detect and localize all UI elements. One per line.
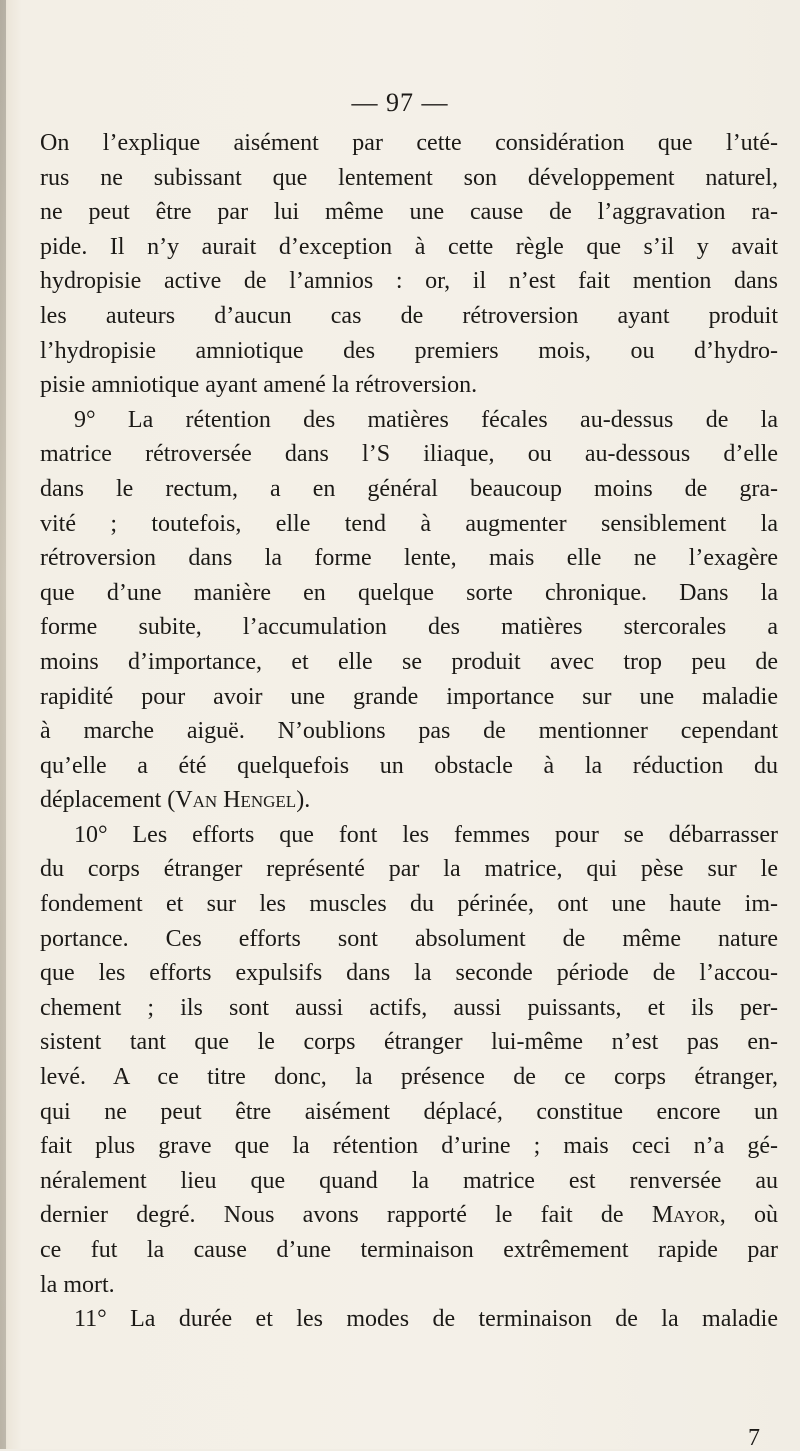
text-line: fondement et sur les muscles du périnée, ont une haute im-	[40, 891, 778, 918]
text-line: hydropisie active de l’amnios : or, il n’est fait mention dans	[40, 268, 778, 295]
text-line: que d’une manière en quelque sorte chronique. Dans la	[40, 579, 778, 606]
text-fragment: , où	[719, 1202, 779, 1229]
page-number-header: — 97 —	[351, 88, 449, 117]
text-line: matrice rétroversée dans l’S iliaque, ou au-dessous d’elle	[40, 441, 778, 468]
text-line: rus ne subissant que lentement son développement naturel,	[40, 164, 778, 191]
text-line: ne peut être par lui même une cause de l’aggravation ra-	[40, 199, 778, 226]
page-binding-edge	[0, 0, 6, 1449]
paragraph-9-start: 9° La rétention des matières fécales au-dessus de la	[74, 406, 778, 433]
author-name-van-hengel: Van Hengel	[175, 787, 297, 814]
text-line: fait plus grave que la rétention d’urine ; mais ceci n’a gé-	[40, 1133, 778, 1160]
text-line: ce fut la cause d’une terminaison extrêmement rapide par	[40, 1237, 778, 1263]
text-fragment: dernier degré. Nous avons rapporté le fait de	[40, 1202, 652, 1229]
text-line: On l’explique aisément par cette considération que l’uté-	[40, 130, 778, 156]
text-line: la mort.	[40, 1271, 115, 1298]
text-line: qui ne peut être aisément déplacé, constitue encore un	[40, 1098, 778, 1125]
text-line-with-citation	[40, 1198, 778, 1233]
paragraph-10-start: 10° Les efforts que font les femmes pour se débarrasser	[74, 821, 778, 848]
text-line: moins d’importance, et elle se produit avec trop peu de	[40, 648, 778, 675]
text-line: vité ; toutefois, elle tend à augmenter sensiblement la	[40, 510, 778, 537]
signature-mark: 7	[748, 1425, 760, 1451]
text-line: l’hydropisie amniotique des premiers mois, ou d’hydro-	[40, 337, 778, 364]
text-line: rétroversion dans la forme lente, mais elle ne l’exagère	[40, 545, 778, 572]
text-line: que les efforts expulsifs dans la seconde période de l’accou-	[40, 960, 778, 987]
author-name-mayor: Mayor	[651, 1202, 720, 1229]
text-line: néralement lieu que quand la matrice est renversée au	[40, 1167, 778, 1194]
text-line: qu’elle a été quelquefois un obstacle à la réduction du	[40, 752, 778, 779]
text-fragment: ).	[296, 787, 311, 814]
text-line: les auteurs d’aucun cas de rétroversion ayant produit	[40, 302, 778, 329]
text-fragment: déplacement (	[40, 787, 176, 814]
text-line: pisie amniotique ayant amené la rétroversion.	[40, 372, 478, 399]
text-line: portance. Ces efforts sont absolument de même nature	[40, 925, 778, 952]
paragraph-11-start: 11° La durée et les modes de terminaison de la maladie	[74, 1306, 778, 1333]
body-text	[40, 126, 778, 1337]
text-line-with-citation	[40, 783, 778, 818]
text-line: levé. A ce titre donc, la présence de ce corps étranger,	[40, 1064, 778, 1091]
text-line: chement ; ils sont aussi actifs, aussi puissants, et ils per-	[40, 994, 778, 1021]
text-line: pide. Il n’y aurait d’exception à cette règle que s’il y avait	[40, 233, 778, 260]
text-line: du corps étranger représenté par la matrice, qui pèse sur le	[40, 856, 778, 883]
text-line: à marche aiguë. N’oublions pas de mentionner cependant	[40, 718, 778, 745]
text-line: dans le rectum, a en général beaucoup moins de gra-	[40, 475, 778, 502]
text-line: forme subite, l’accumulation des matières stercorales a	[40, 614, 778, 641]
text-line: sistent tant que le corps étranger lui-même n’est pas en-	[40, 1029, 778, 1056]
text-line: rapidité pour avoir une grande importance sur une maladie	[40, 683, 778, 710]
